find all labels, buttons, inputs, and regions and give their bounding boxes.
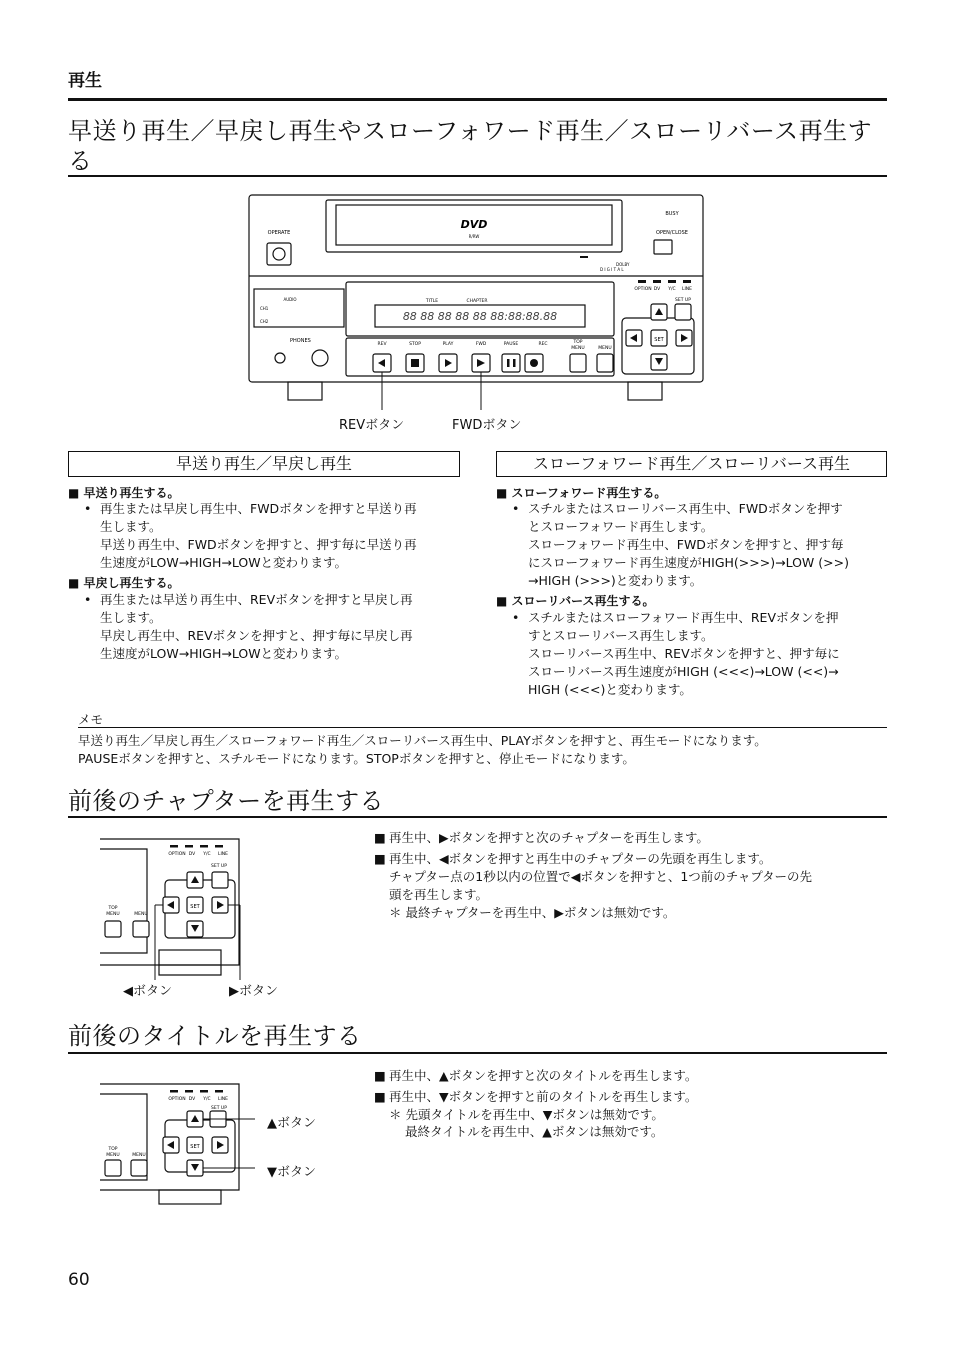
digital-label: D I G I T A L — [600, 267, 624, 272]
open-close-label: OPEN/CLOSE — [656, 230, 688, 236]
fwd-label: FWD — [475, 342, 487, 347]
title-section-heading: 前後のタイトルを再生する — [68, 1022, 362, 1050]
option-label: OPTION — [634, 287, 652, 292]
ch2-label: CH2 — [260, 319, 269, 324]
slow-play-heading: スローフォワード再生／スローリバース再生 — [496, 451, 887, 477]
chapter-bullet-1: 再生中、▶ボタンを押すと次のチャプターを再生します。 — [389, 830, 709, 845]
fast-reverse-item-title: ■ 早戻し再生する。 — [68, 576, 180, 590]
chapter-dv-label: DV — [188, 852, 196, 857]
page-title: 早送り再生／早戻し再生やスローフォワード再生／スローリバース再生する — [68, 117, 873, 175]
chapter-note: ＊ 最終チャプターを再生中、▶ボタンは無効です。 — [389, 905, 676, 920]
line-label: LINE — [681, 287, 693, 292]
title-bullet-2: 再生中、▼ボタンを押すと前のタイトルを再生します。 — [389, 1089, 698, 1104]
slow-forward-item-title: ■ スローフォワード再生する。 — [496, 486, 667, 500]
title-note-2: 最終タイトルを再生中、▲ボタンは無効です。 — [405, 1124, 664, 1139]
set-label: SET — [654, 337, 664, 343]
fwd-button-callout: FWDボタン — [452, 418, 522, 433]
chapter-section-rule — [68, 816, 887, 818]
chapter-label: CHAPTER — [466, 299, 488, 304]
left-button-callout: ◀ボタン — [123, 984, 172, 999]
title-dv-label: DV — [188, 1097, 196, 1102]
title-label: TITLE — [425, 299, 439, 304]
title-section-rule — [68, 1052, 887, 1054]
dvd-sub-label: R/RW — [468, 234, 480, 239]
top-menu-label: MENU — [571, 346, 585, 351]
fast-play-heading: 早送り再生／早戻し再生 — [68, 451, 460, 477]
time-display: 88 88 88 88 88 88:88:88.88 — [402, 310, 558, 323]
title-top-menu-label: MENU — [106, 1153, 120, 1158]
right-button-callout: ▶ボタン — [229, 984, 278, 999]
title-line-label: LINE — [217, 1097, 229, 1102]
pause-label: PAUSE — [503, 342, 519, 347]
title-note-1: ＊ 先頭タイトルを再生中、▼ボタンは無効です。 — [389, 1107, 664, 1122]
title-menu-label: MENU — [132, 1153, 146, 1158]
dvd-recorder-illustration — [240, 190, 720, 410]
slow-forward-item-text: スチルまたはスローリバース再生中、FWDボタンを押す とスローフォワード再生します。 スローフォワード再生中、FWDボタンを押すと、押す毎 にスローフォワード再生速度がHIGH(>>>)→LOW (>>) →HIGH (>>>)と変わります。 — [528, 501, 849, 588]
header-rule — [68, 98, 887, 101]
ch1-label: CH1 — [260, 306, 269, 311]
section-label: 再生 — [68, 71, 102, 91]
yc-label: Y/C — [668, 287, 676, 292]
audio-label: AUDIO — [283, 297, 297, 302]
chapter-panel-illustration — [95, 835, 255, 980]
fast-forward-item-title: ■ 早送り再生する。 — [68, 486, 180, 500]
title-top-label: TOP — [108, 1147, 118, 1152]
dv-label: DV — [653, 287, 661, 292]
rev-label: REV — [377, 342, 387, 347]
chapter-setup-label: SET UP — [211, 864, 227, 869]
stop-label: STOP — [409, 342, 421, 347]
fast-forward-item-text: 再生または早戻し再生中、FWDボタンを押すと早送り再 生します。 早送り再生中、FWDボタンを押すと、押す毎に早送り再 生速度がLOW→HIGH→LOWと変わります。 — [100, 501, 417, 570]
chapter-top-menu-label: MENU — [106, 912, 120, 917]
title-panel-illustration — [95, 1080, 255, 1210]
chapter-top-label: TOP — [108, 906, 118, 911]
chapter-bullet-2: 再生中、◀ボタンを押すと再生中のチャプターの先頭を再生します。 チャプター点の1秒以内の位置で◀ボタンを押すと、1つ前のチャプターの先 頭を再生します。 — [389, 851, 813, 902]
chapter-line-label: LINE — [217, 852, 229, 857]
up-button-callout: ▲ボタン — [267, 1116, 316, 1131]
title-rule — [68, 175, 887, 177]
operate-label: OPERATE — [267, 230, 291, 236]
chapter-section-heading: 前後のチャプターを再生する — [68, 787, 385, 815]
memo-text: 早送り再生／早戻し再生／スローフォワード再生／スローリバース再生中、PLAYボタンを押すと、再生モードになります。 PAUSEボタンを押すと、スチルモードになります。STOPボタンを押すと、停止モードになります。 — [78, 733, 767, 766]
title-set-label: SET — [190, 1144, 200, 1150]
title-yc-label: Y/C — [203, 1097, 211, 1102]
dvd-logo: DVD — [460, 218, 488, 231]
setup-label: SET UP — [675, 298, 691, 303]
phones-label: PHONES — [290, 338, 311, 344]
title-option-label: OPTION — [168, 1097, 186, 1102]
rev-button-callout: REVボタン — [339, 418, 405, 433]
page-number: 60 — [68, 1270, 90, 1290]
chapter-yc-label: Y/C — [203, 852, 211, 857]
chapter-menu-label: MENU — [134, 912, 148, 917]
top-label: TOP — [573, 340, 583, 345]
dolby-label: DOLBY — [616, 262, 630, 267]
memo-rule — [78, 727, 887, 728]
rec-label: REC — [538, 342, 548, 347]
title-bullet-1: 再生中、▲ボタンを押すと次のタイトルを再生します。 — [389, 1068, 698, 1083]
chapter-set-label: SET — [190, 904, 200, 910]
slow-reverse-item-text: スチルまたはスローフォワード再生中、REVボタンを押 すとスローリバース再生します。 スローリバース再生中、REVボタンを押すと、押す毎に スローリバース再生速度がHIGH (<<<)→LOW (<<)→ HIGH (<<<)と変わります。 — [528, 610, 840, 697]
slow-reverse-item-title: ■ スローリバース再生する。 — [496, 594, 655, 608]
chapter-option-label: OPTION — [168, 852, 186, 857]
play-label: PLAY — [442, 342, 454, 347]
down-button-callout: ▼ボタン — [267, 1165, 316, 1180]
fast-reverse-item-text: 再生または早送り再生中、REVボタンを押すと早戻し再 生します。 早戻し再生中、REVボタンを押すと、押す毎に早戻し再 生速度がLOW→HIGH→LOWと変わります。 — [100, 592, 413, 661]
title-setup-label: SET UP — [211, 1106, 227, 1111]
menu-label: MENU — [598, 346, 612, 351]
memo-label: メモ — [78, 712, 104, 727]
busy-label: BUSY — [665, 211, 679, 217]
